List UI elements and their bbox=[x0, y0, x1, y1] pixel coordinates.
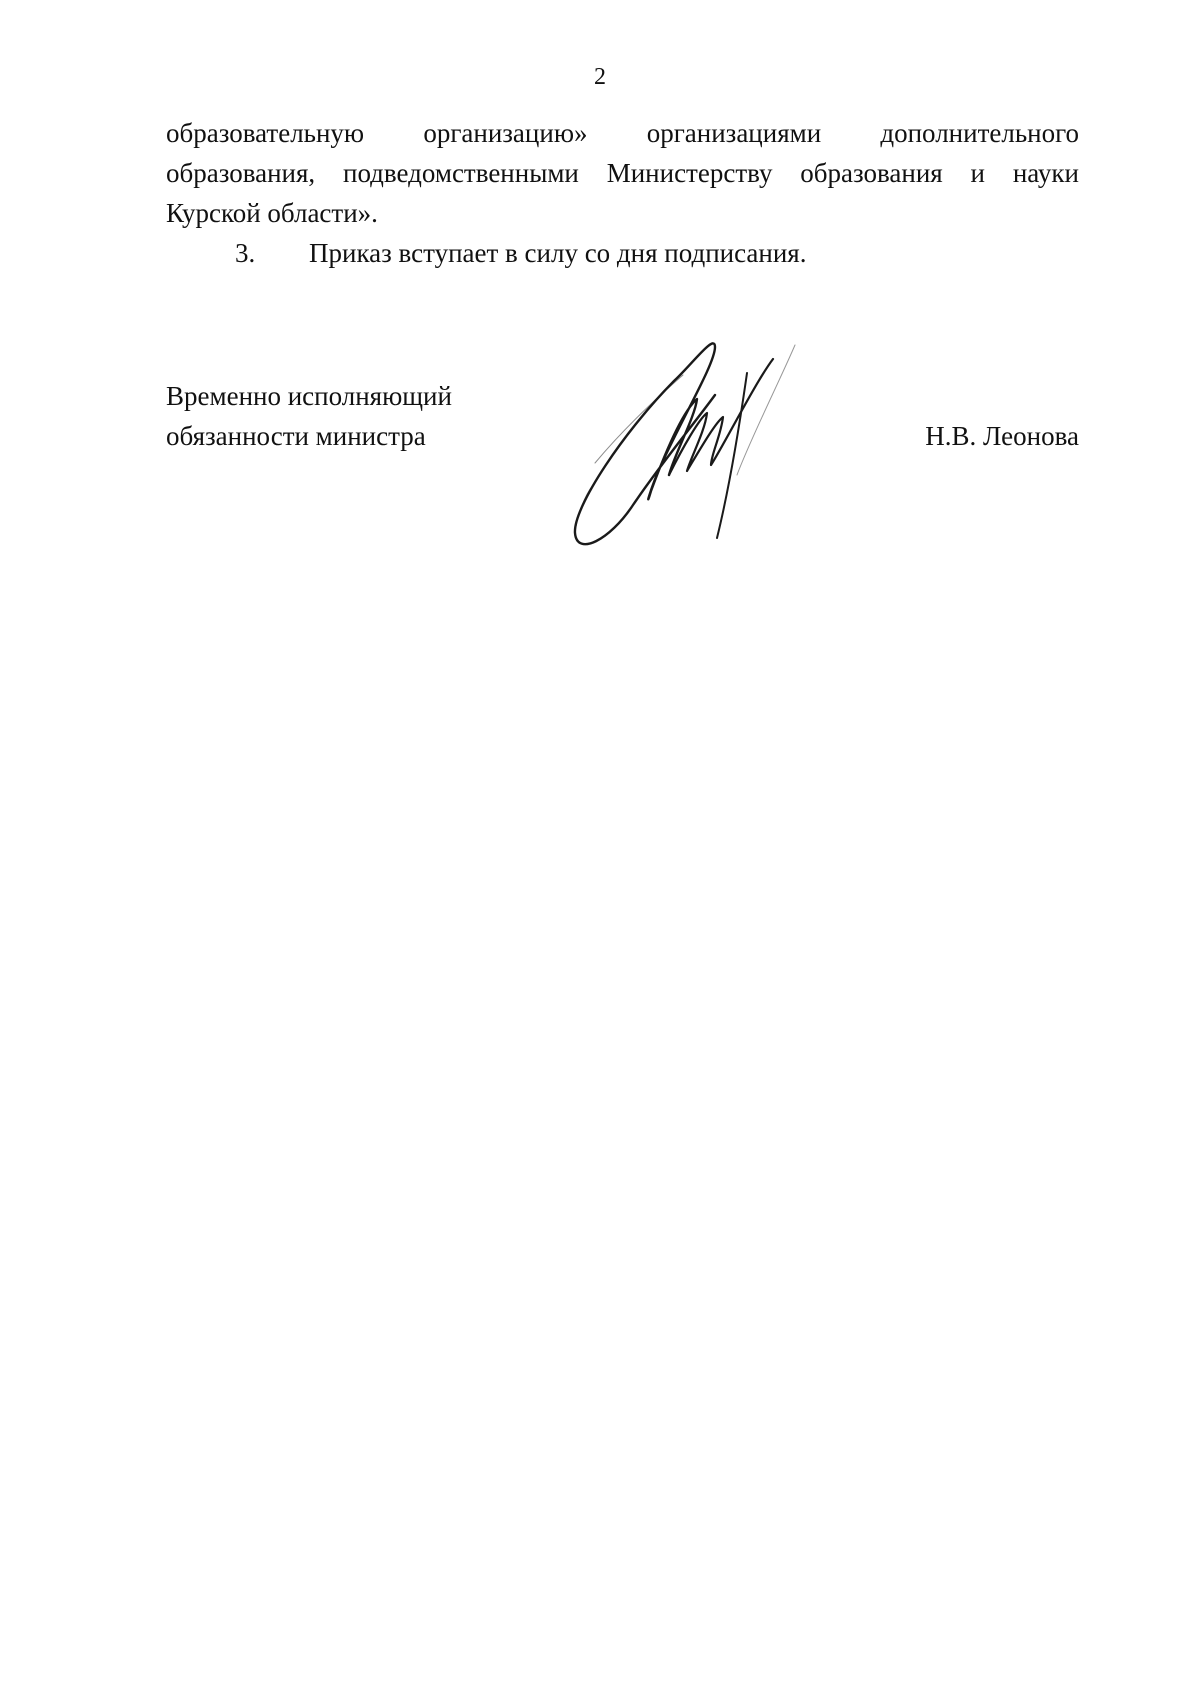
paragraph-line-3 bbox=[166, 193, 1079, 233]
signer-name: Н.В. Леонова bbox=[925, 421, 1079, 451]
word: дополнительного bbox=[880, 118, 1079, 148]
page-number: 2 bbox=[594, 64, 606, 90]
handwritten-signature-icon bbox=[565, 335, 855, 550]
paragraph-line-2 bbox=[166, 153, 1079, 193]
item-number: 3. bbox=[235, 238, 256, 268]
word: науки bbox=[1012, 158, 1079, 188]
word: образовательную bbox=[166, 118, 365, 148]
word: Министерству bbox=[606, 158, 773, 188]
word: подведомственными bbox=[343, 158, 579, 188]
word: образования bbox=[800, 158, 943, 188]
word: организациями bbox=[646, 118, 822, 148]
word: образования, bbox=[166, 158, 316, 188]
signatory-position bbox=[166, 376, 452, 456]
position-line-2: обязанности министра bbox=[166, 421, 426, 451]
paragraph-line-1 bbox=[166, 113, 1079, 153]
paragraph-end: Курской области». bbox=[166, 198, 378, 228]
word: и bbox=[970, 158, 985, 188]
list-item-3 bbox=[166, 233, 1079, 273]
item-text: Приказ вступает в силу со дня подписания. bbox=[309, 238, 807, 268]
word: организацию» bbox=[423, 118, 588, 148]
document-body bbox=[166, 113, 1079, 273]
position-line-1: Временно исполняющий bbox=[166, 381, 452, 411]
